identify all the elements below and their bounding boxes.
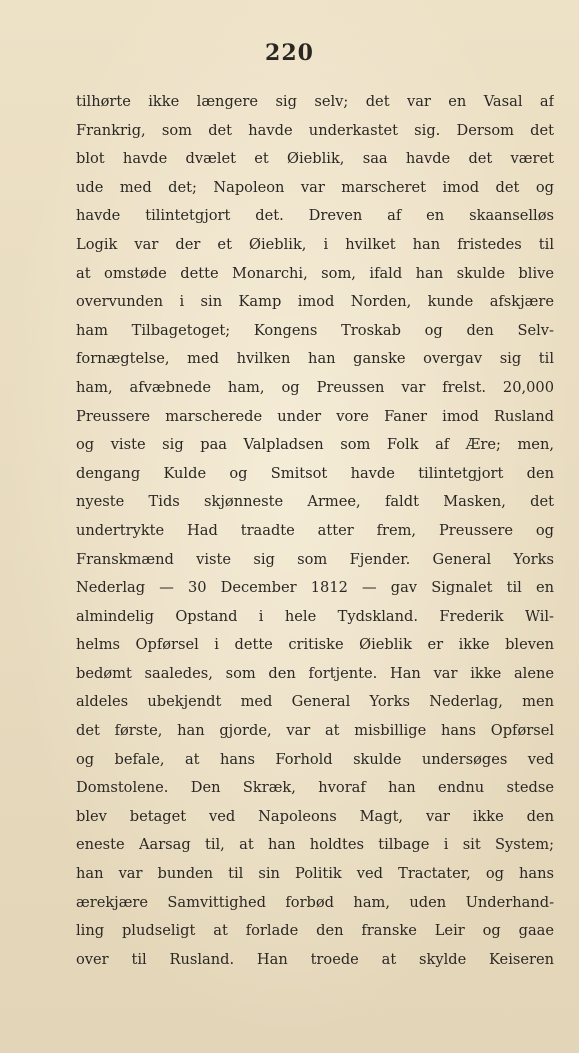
text-line: tilhørte ikke længere sig selv; det var en Vasal af [76,93,554,110]
text-line: overvunden i sin Kamp imod Norden, kunde afskjære [76,293,554,311]
page-number: 220 [265,40,314,66]
text-line: ude med det; Napoleon var marscheret imod det og [76,178,554,196]
text-line: at omstøde dette Monarchi, som, ifald han skulde blive [76,264,554,282]
text-line: Frankrig, som det havde underkastet sig. Dersom det [76,121,554,139]
text-line: Logik var der et Øieblik, i hvilket han fristedes til [76,235,554,253]
text-line: det første, han gjorde, var at misbillige hans Opførsel [76,722,554,740]
text-line: blot havde dvælet et Øieblik, saa havde det været [76,150,554,168]
text-line: Domstolene. Den Skræk, hvoraf han endnu stedse [76,779,554,797]
text-line: ærekjære Samvittighed forbød ham, uden Underhand- [76,893,554,911]
body-text [76,88,554,974]
text-line: over til Rusland. Han troede at skylde Keiseren [76,950,554,968]
text-line: undertrykte Had traadte atter frem, Preussere og [76,521,554,539]
text-line: han var bunden til sin Politik ved Tractater, og hans [76,865,554,883]
text-line: ling pludseligt at forlade den franske Leir og gaae [76,922,554,940]
text-line: Nederlag — 30 December 1812 — gav Signalet til en [76,579,554,597]
text-line: blev betaget ved Napoleons Magt, var ikke den [76,807,554,825]
text-line: dengang Kulde og Smitsot havde tilintetgjort den [76,464,554,482]
text-line: almindelig Opstand i hele Tydskland. Frederik Wil- [76,607,554,625]
text-line: ham Tilbagetoget; Kongens Troskab og den Selv- [76,321,554,339]
text-line: og befale, at hans Forhold skulde undersøges ved [76,750,554,768]
text-line: bedømt saaledes, som den fortjente. Han var ikke alene [76,664,554,682]
text-line: fornægtelse, med hvilken han ganske overgav sig til [76,350,554,368]
text-line: eneste Aarsag til, at han holdtes tilbage i sit System; [76,836,554,854]
text-line: Preussere marscherede under vore Faner imod Rusland [76,407,554,425]
text-line: Franskmænd viste sig som Fjender. General Yorks [76,550,554,568]
text-line: havde tilintetgjort det. Dreven af en skaanselløs [76,207,554,225]
text-line: ham, afvæbnede ham, og Preussen var frelst. 20,000 [76,378,554,396]
text-line: aldeles ubekjendt med General Yorks Nederlag, men [76,693,554,711]
text-line: og viste sig paa Valpladsen som Folk af Ære; men, [76,436,554,454]
text-line: nyeste Tids skjønneste Armee, faldt Masken, det [76,493,554,511]
text-line: helms Opførsel i dette critiske Øieblik er ikke bleven [76,636,554,654]
